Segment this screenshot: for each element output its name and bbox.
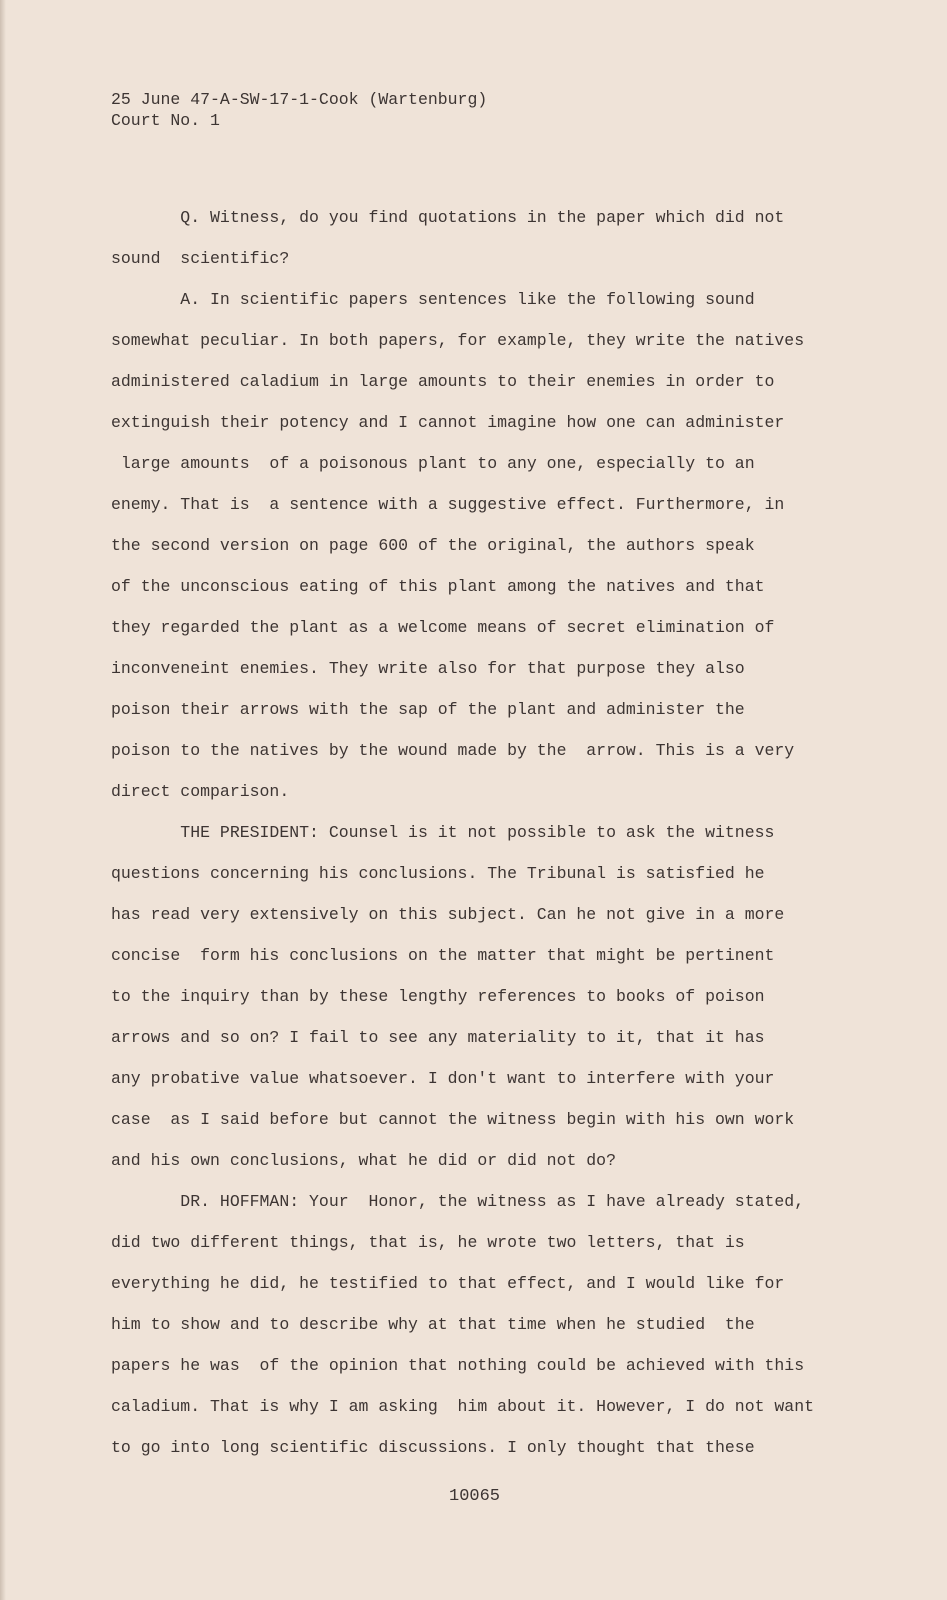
text-line: poison their arrows with the sap of the plant and administer the xyxy=(111,700,745,719)
text-line: extinguish their potency and I cannot imagine how one can administer xyxy=(111,413,785,432)
text-line: any probative value whatsoever. I don't want to interfere with your xyxy=(111,1069,775,1088)
text-line: A. In scientific papers sentences like the following sound xyxy=(111,290,755,309)
text-line: case as I said before but cannot the witness begin with his own work xyxy=(111,1110,795,1129)
text-line: DR. HOFFMAN: Your Honor, the witness as I have already stated, xyxy=(111,1192,805,1211)
text-line: him to show and to describe why at that time when he studied the xyxy=(111,1315,755,1334)
text-line: of the unconscious eating of this plant among the natives and that xyxy=(111,577,765,596)
text-line: caladium. That is why I am asking him about it. However, I do not want xyxy=(111,1397,815,1416)
text-line: papers he was of the opinion that nothing could be achieved with this xyxy=(111,1356,805,1375)
text-line: somewhat peculiar. In both papers, for example, they write the natives xyxy=(111,331,805,350)
page-number: 10065 xyxy=(449,1487,501,1506)
text-line: direct comparison. xyxy=(111,782,290,801)
text-line: sound scientific? xyxy=(111,249,290,268)
text-line: has read very extensively on this subject. Can he not give in a more xyxy=(111,905,785,924)
header-line-1: 25 June 47-A-SW-17-1-Cook (Wartenburg) xyxy=(111,90,488,109)
text-line: concise form his conclusions on the matter that might be pertinent xyxy=(111,946,775,965)
header-line-2: Court No. 1 xyxy=(111,111,220,130)
document-header xyxy=(111,89,487,131)
text-line: Q. Witness, do you find quotations in the paper which did not xyxy=(111,208,785,227)
text-line: large amounts of a poisonous plant to any one, especially to an xyxy=(111,454,755,473)
text-line: the second version on page 600 of the original, the authors speak xyxy=(111,536,755,555)
text-line: enemy. That is a sentence with a suggestive effect. Furthermore, in xyxy=(111,495,785,514)
text-line: to go into long scientific discussions. I only thought that these xyxy=(111,1438,755,1457)
text-line: and his own conclusions, what he did or did not do? xyxy=(111,1151,616,1170)
text-line: administered caladium in large amounts to their enemies in order to xyxy=(111,372,775,391)
text-line: questions concerning his conclusions. The Tribunal is satisfied he xyxy=(111,864,765,883)
text-line: THE PRESIDENT: Counsel is it not possible to ask the witness xyxy=(111,823,775,842)
text-line: to the inquiry than by these lengthy references to books of poison xyxy=(111,987,765,1006)
transcript-body xyxy=(111,206,841,1477)
text-line: did two different things, that is, he wrote two letters, that is xyxy=(111,1233,745,1252)
text-line: they regarded the plant as a welcome means of secret elimination of xyxy=(111,618,775,637)
text-line: everything he did, he testified to that effect, and I would like for xyxy=(111,1274,785,1293)
page-edge xyxy=(0,0,6,1600)
text-line: inconveneint enemies. They write also for that purpose they also xyxy=(111,659,745,678)
text-line: poison to the natives by the wound made by the arrow. This is a very xyxy=(111,741,795,760)
text-line: arrows and so on? I fail to see any materiality to it, that it has xyxy=(111,1028,765,1047)
